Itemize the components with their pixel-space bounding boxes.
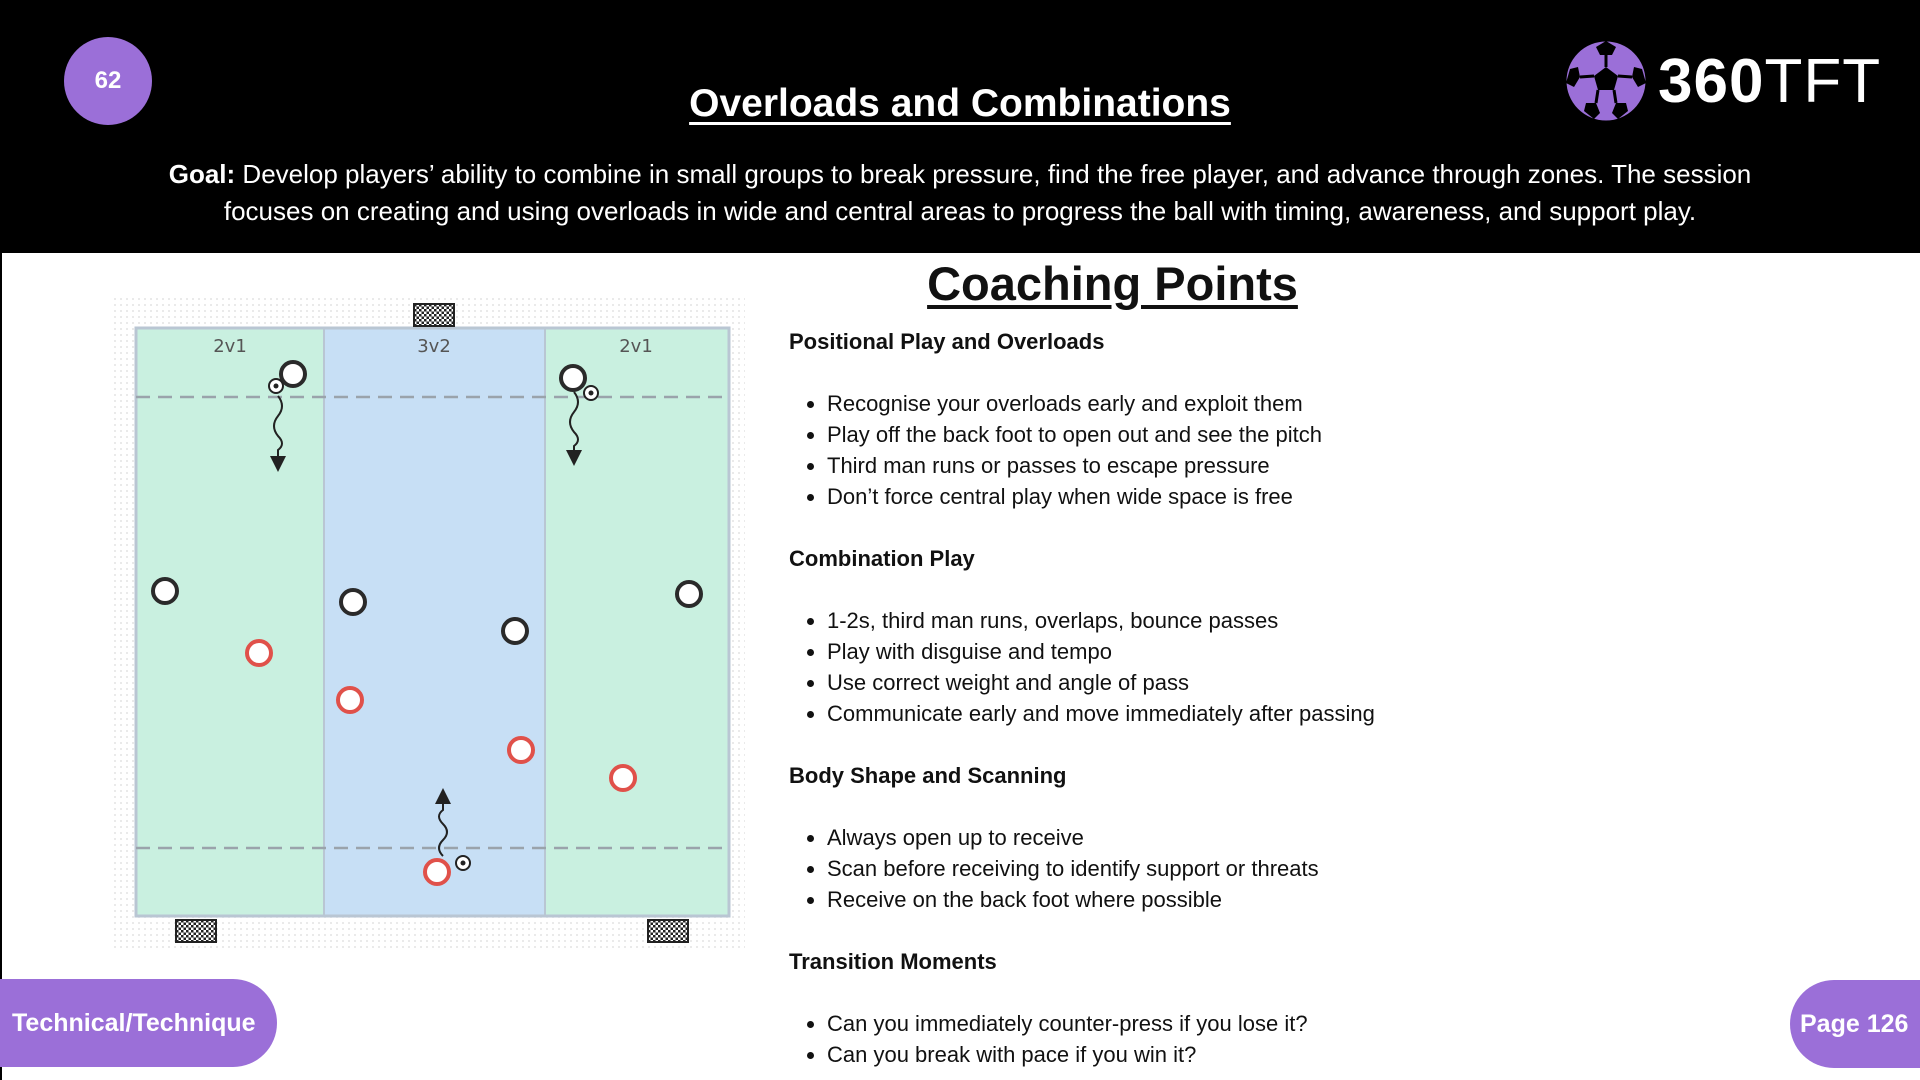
defender-marker — [338, 688, 362, 712]
brand-name: 360TFT — [1658, 46, 1882, 116]
bullet-list — [789, 388, 1689, 512]
section-title: Transition Moments — [789, 949, 997, 974]
session-number-badge: 62 — [64, 37, 152, 125]
bullet-point: Always open up to receive — [789, 822, 1689, 853]
goal-bottom-left — [176, 920, 216, 942]
bullet-point: Scan before receiving to identify support or threats — [789, 853, 1689, 884]
bullet-point: Don’t force central play when wide space is free — [789, 481, 1689, 512]
zone-label-center: 3v2 — [417, 336, 451, 357]
defender-marker — [611, 766, 635, 790]
attacker-marker — [281, 362, 305, 386]
bullet-point: Third man runs or passes to escape pressure — [789, 450, 1689, 481]
divider — [0, 253, 2, 1080]
bullet-point: Communicate early and move immediately after passing — [789, 698, 1689, 729]
goal-label: Goal: — [168, 159, 236, 189]
wide-zone-right — [545, 328, 729, 916]
bullet-list — [789, 605, 1689, 729]
bullet-point: Recognise your overloads early and exploit them — [789, 388, 1689, 419]
goal-text — [140, 156, 1780, 230]
pitch-diagram — [112, 296, 745, 952]
wide-zone-left — [136, 328, 324, 916]
brand-logo — [1562, 36, 1881, 126]
pitch-svg — [112, 296, 745, 952]
zone-label-right: 2v1 — [619, 336, 653, 357]
attacker-marker — [341, 590, 365, 614]
attacker-marker — [561, 366, 585, 390]
bullet-point: Use correct weight and angle of pass — [789, 667, 1689, 698]
section-title: Positional Play and Overloads — [789, 329, 1105, 354]
bullet-list — [789, 1008, 1689, 1070]
page-title: Overloads and Combinations — [689, 82, 1231, 125]
zone-label-left: 2v1 — [213, 336, 247, 357]
defender-marker — [509, 738, 533, 762]
attacker-marker — [153, 579, 177, 603]
bullet-point: 1-2s, third man runs, overlaps, bounce passes — [789, 605, 1689, 636]
section-title: Combination Play — [789, 546, 975, 571]
coaching-points-title: Coaching Points — [927, 257, 1298, 310]
header-bar — [0, 0, 1920, 253]
category-tab[interactable]: Technical/Technique — [0, 979, 277, 1067]
goal-description: Develop players’ ability to combine in small groups to break pressure, find the free player, and advance through zones. The session focuses on creating and using overloads in wide and central areas to progress the ball with timing, awareness, and support play. — [223, 159, 1752, 226]
bullet-point: Can you immediately counter-press if you lose it? — [789, 1008, 1689, 1039]
bullet-point: Receive on the back foot where possible — [789, 884, 1689, 915]
attacker-marker — [677, 582, 701, 606]
goal-bottom-right — [648, 920, 688, 942]
soccer-ball-icon — [1562, 37, 1650, 125]
bullet-list — [789, 822, 1689, 915]
attacker-marker — [503, 619, 527, 643]
defender-marker — [247, 641, 271, 665]
bullet-point: Can you break with pace if you win it? — [789, 1039, 1689, 1070]
section-title: Body Shape and Scanning — [789, 763, 1067, 788]
page-number-tab: Page 126 — [1790, 980, 1920, 1068]
bullet-point: Play with disguise and tempo — [789, 636, 1689, 667]
bullet-point: Play off the back foot to open out and see the pitch — [789, 419, 1689, 450]
defender-marker — [425, 860, 449, 884]
coaching-points — [789, 326, 1689, 1070]
